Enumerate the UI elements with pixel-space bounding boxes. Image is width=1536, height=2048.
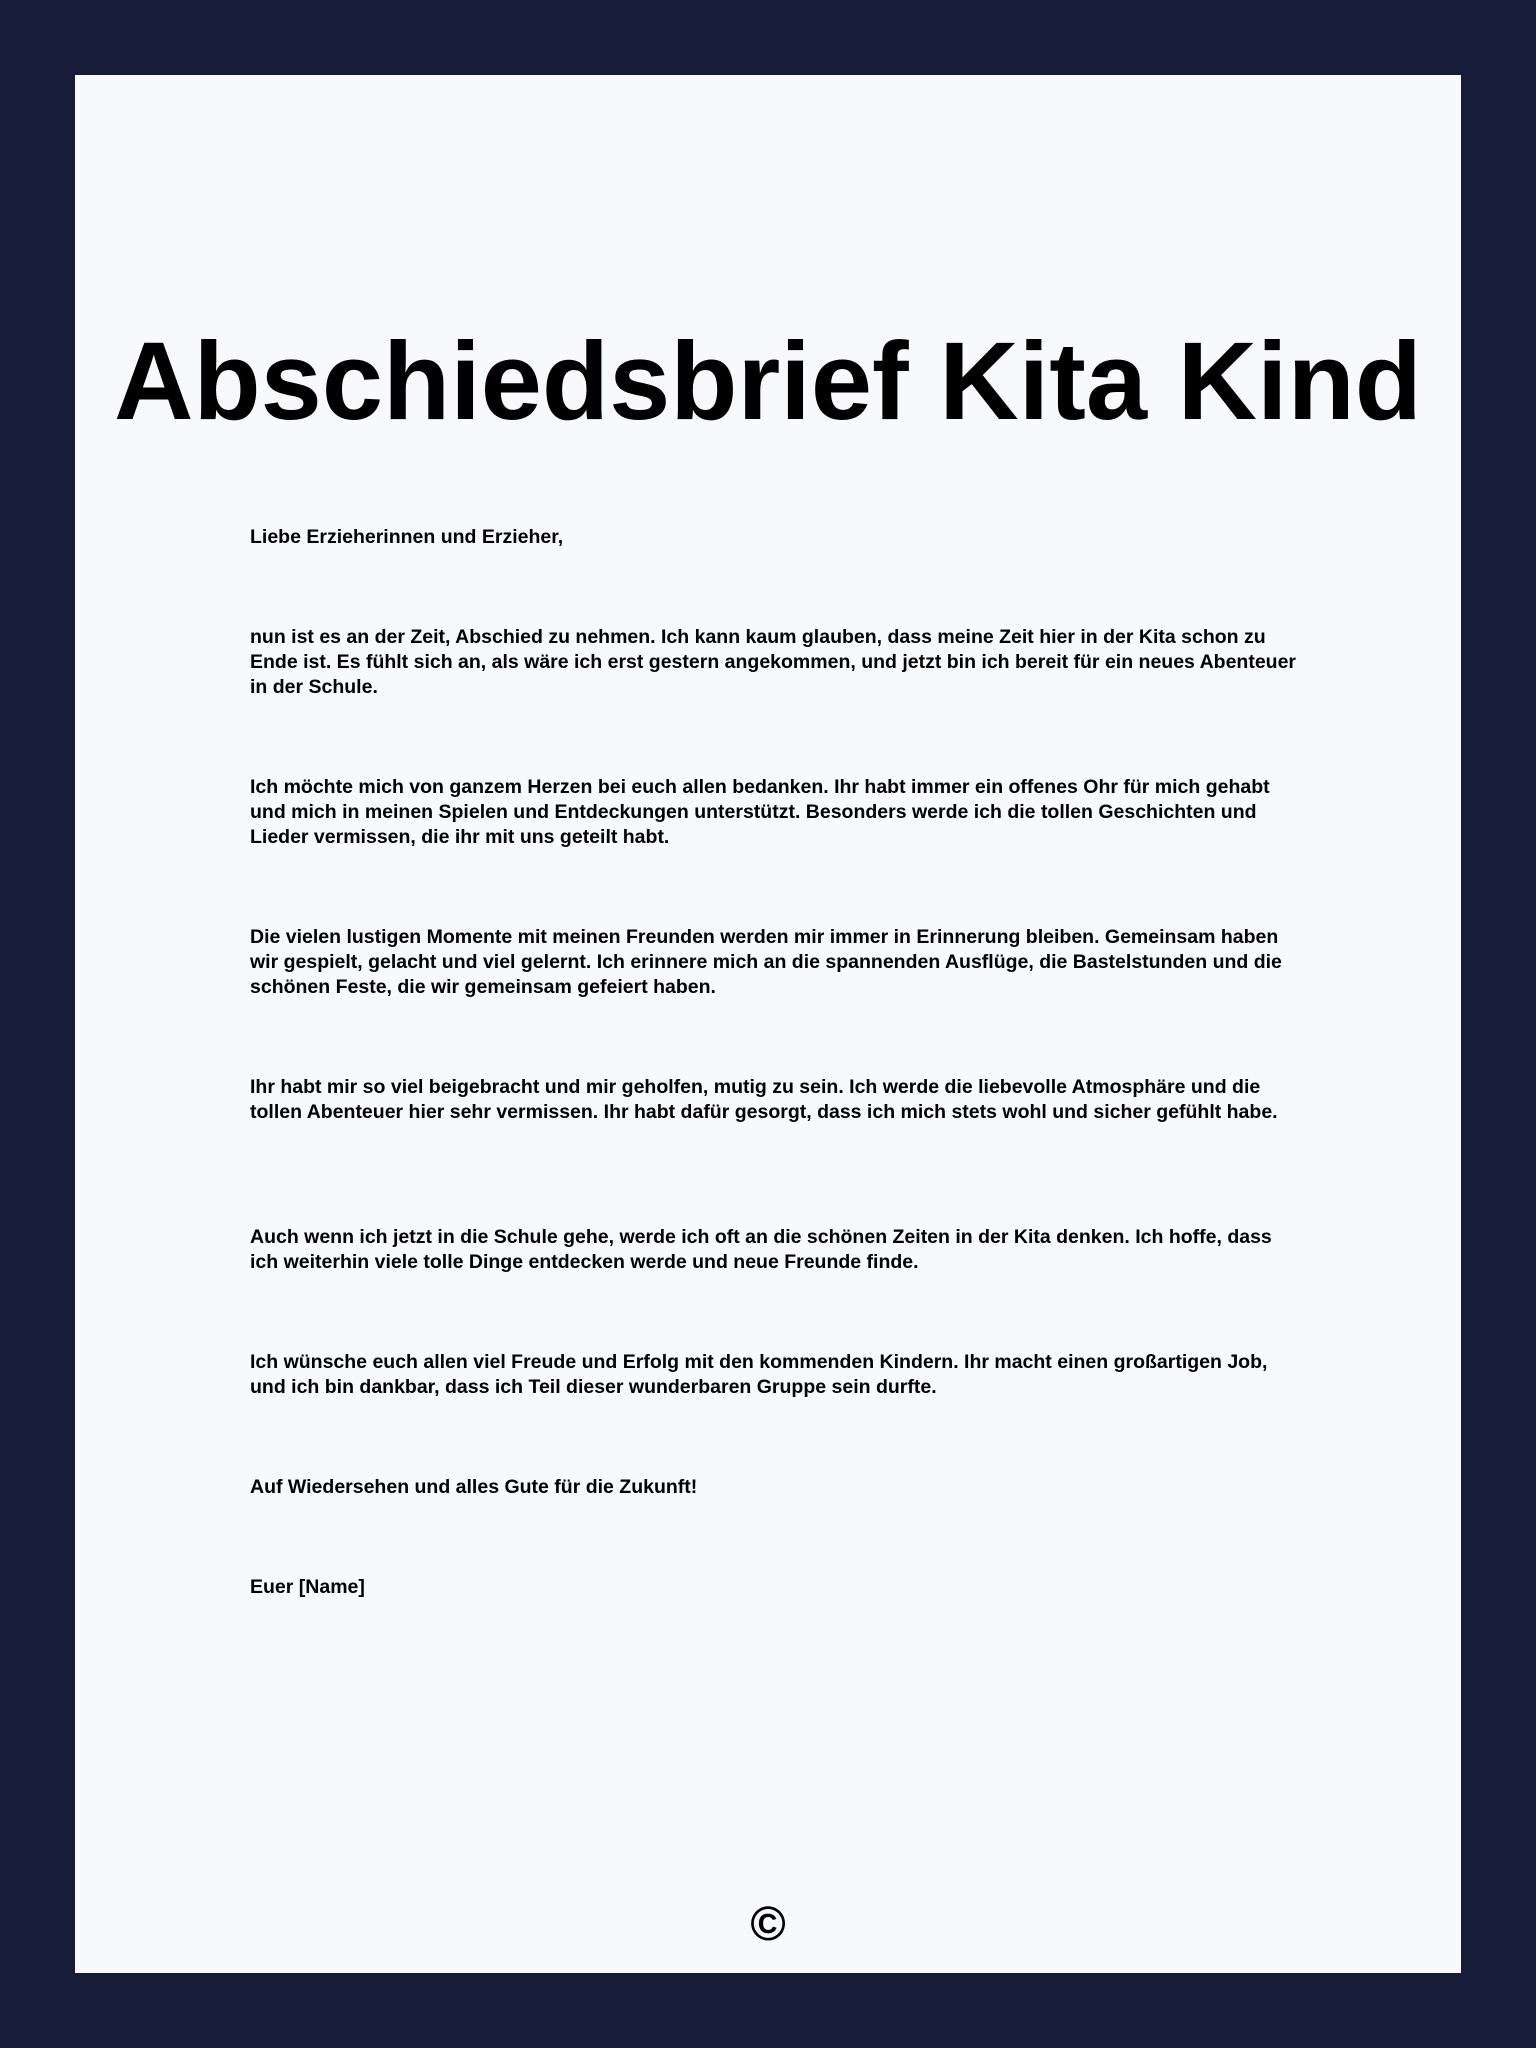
- copyright-icon: ©: [750, 1898, 786, 1951]
- letter-signature: Euer [Name]: [250, 1576, 365, 1598]
- letter-page: [75, 75, 1461, 1973]
- letter-paragraph: nun ist es an der Zeit, Abschied zu nehmen. Ich kann kaum glauben, dass meine Zeit hier in der Kita schon zu Ende ist. Es fühlt sich an, als wäre ich erst gestern angekommen, und jetzt bin ich bereit für ein neues Abenteuer in der Schule.: [250, 626, 1297, 698]
- letter-paragraph: Auch wenn ich jetzt in die Schule gehe, werde ich oft an die schönen Zeiten in der Kita denken. Ich hoffe, dass ich weiterhin viele tolle Dinge entdecken werde und neue Freunde finde.: [250, 1226, 1272, 1273]
- letter-paragraph: Ich wünsche euch allen viel Freude und Erfolg mit den kommenden Kindern. Ihr macht einen großartigen Job, und ich bin dankbar, dass ich Teil dieser wunderbaren Gruppe sein durfte.: [250, 1351, 1268, 1398]
- letter-paragraph: Ich möchte mich von ganzem Herzen bei euch allen bedanken. Ihr habt immer ein offenes Ohr für mich gehabt und mich in meinen Spielen und Entdeckungen unterstützt. Besonders werde ich die tollen Geschichten und Lieder vermissen, die ihr mit uns geteilt habt.: [250, 776, 1270, 848]
- letter-salutation: Liebe Erzieherinnen und Erzieher,: [250, 526, 564, 548]
- page-title: Abschiedsbrief Kita Kind: [114, 320, 1422, 443]
- letter-paragraph: Die vielen lustigen Momente mit meinen Freunden werden mir immer in Erinnerung bleiben. Gemeinsam haben wir gespielt, gelacht und viel gelernt. Ich erinnere mich an die spannenden Ausflüge, die Bastelstunden und die schönen Feste, die wir gemeinsam gefeiert haben.: [250, 926, 1282, 998]
- letter-closing: Auf Wiedersehen und alles Gute für die Zukunft!: [250, 1476, 698, 1498]
- letter-paragraph: Ihr habt mir so viel beigebracht und mir geholfen, mutig zu sein. Ich werde die liebevolle Atmosphäre und die tollen Abenteuer hier sehr vermissen. Ihr habt dafür gesorgt, dass ich mich stets wohl und sicher gefühlt habe.: [250, 1076, 1278, 1123]
